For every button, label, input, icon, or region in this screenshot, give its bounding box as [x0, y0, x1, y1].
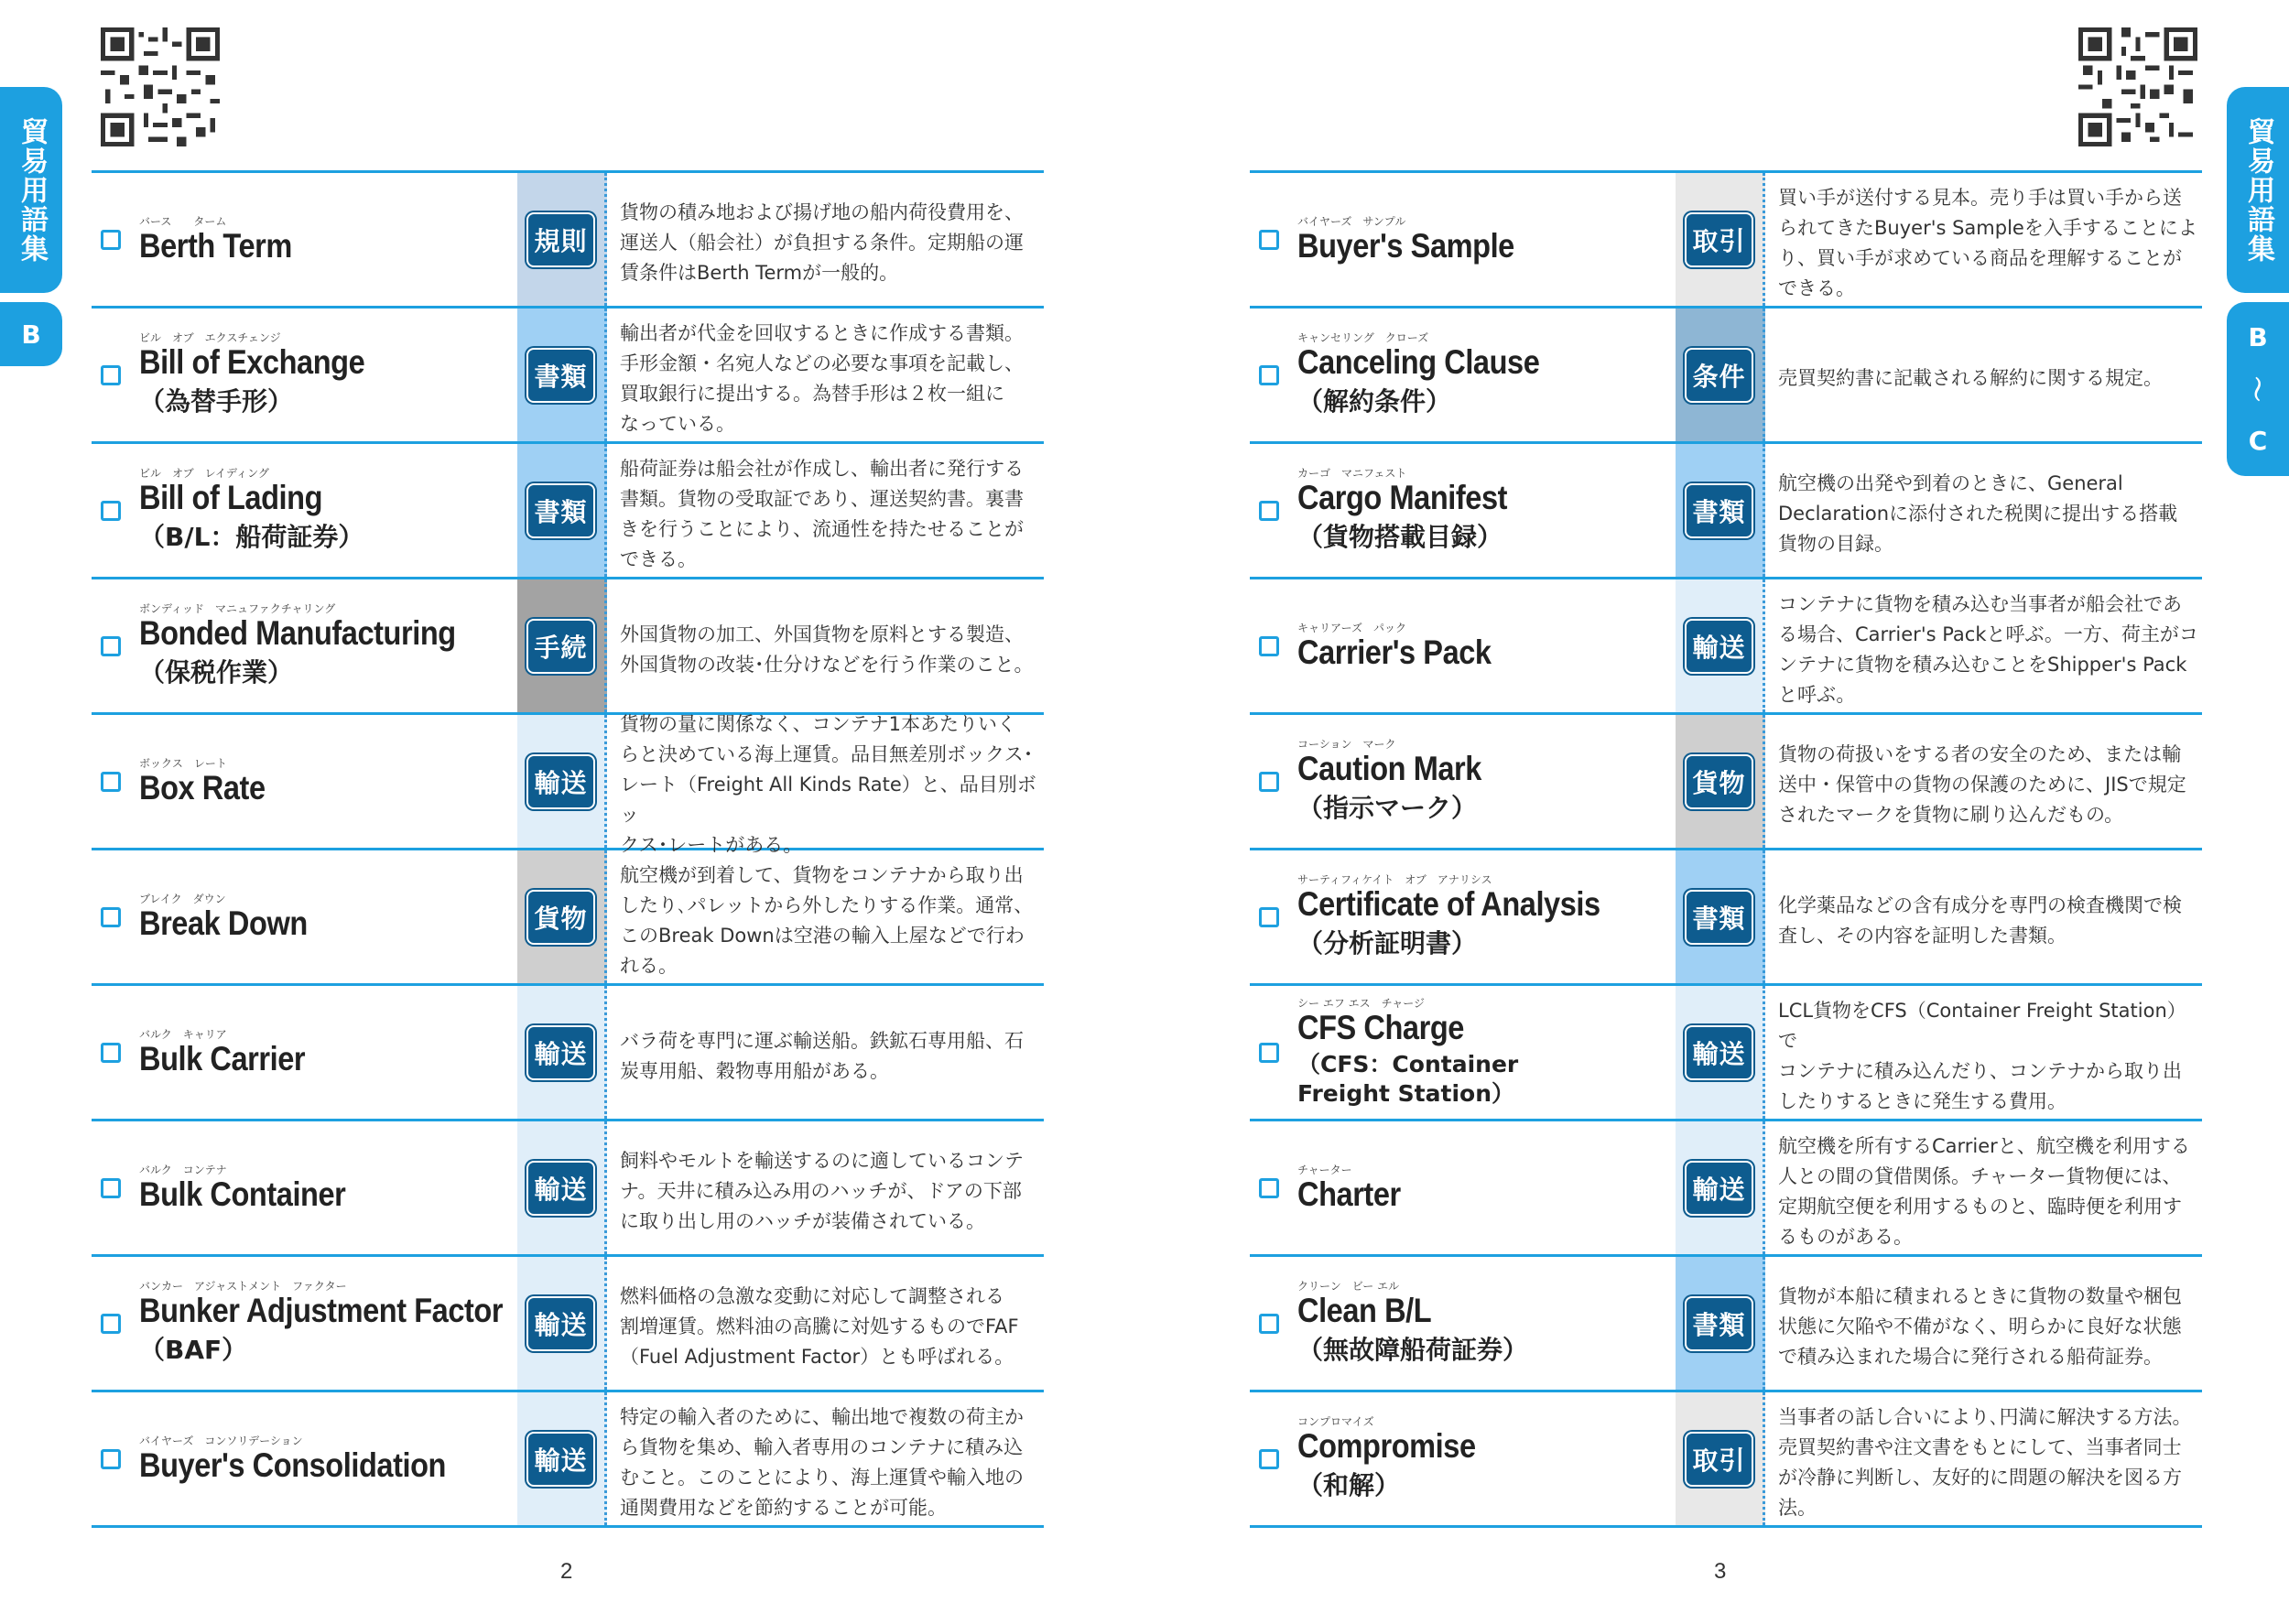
left-page — [0, 0, 1144, 1624]
category-badge: 輸送 — [526, 1296, 594, 1351]
category-badge: 書類 — [1685, 890, 1752, 945]
term-cell — [92, 986, 517, 1119]
glossary-row — [92, 1392, 1044, 1528]
term-reading: キャンセリング クローズ — [1297, 330, 1429, 344]
category-cell — [1676, 715, 1765, 848]
checkbox[interactable] — [101, 365, 121, 385]
description-line: 定期航空便を利用するものと、臨時便を利用す — [1778, 1195, 2182, 1218]
term-english: Buyer's Sample — [1297, 226, 1514, 265]
category-cell — [517, 986, 607, 1119]
description-line: が冷静に判断し、友好的に問題の解決を図る方 — [1778, 1466, 2182, 1489]
category-badge: 輸送 — [526, 754, 594, 809]
term-cell — [92, 579, 517, 712]
glossary-row — [1250, 986, 2202, 1121]
glossary-row — [92, 986, 1044, 1121]
description — [1765, 850, 2202, 983]
category-cell — [1676, 444, 1765, 577]
category-cell — [517, 444, 607, 577]
glossary-row — [92, 444, 1044, 579]
description-line: 貨物の量に関係なく、コンテナ1本あたりいく — [620, 713, 1016, 735]
description — [607, 173, 1044, 306]
description-line: 割増運賃。燃料油の高騰に対処するものでFAF — [620, 1315, 1019, 1337]
description-line: ンテナに貨物を積み込むことをShipper's Pack — [1778, 653, 2187, 676]
checkbox[interactable] — [101, 230, 121, 250]
term-cell — [1250, 715, 1676, 848]
description-line: 賃条件はBerth Termが一般的。 — [620, 262, 899, 284]
description-line: 通関費用などを節約することが可能。 — [620, 1496, 947, 1519]
glossary-row — [92, 1257, 1044, 1392]
term-cell — [1250, 986, 1676, 1119]
term-english: Caution Mark — [1297, 749, 1481, 787]
description-line: と呼ぶ。 — [1778, 683, 1856, 706]
term-cell — [1250, 1392, 1676, 1525]
glossary-row — [1250, 1121, 2202, 1257]
description-line: できる。 — [1778, 276, 1855, 299]
category-cell — [517, 850, 607, 983]
description-line: 貨物の積み地および揚げ地の船内荷役費用を、 — [620, 201, 1024, 223]
description-line: で積み込まれた場合に発行される船荷証券。 — [1778, 1346, 2163, 1368]
description-line: したり､パレットから外したりする作業。通常、 — [620, 893, 1034, 916]
term-reading: シー エフ エス チャージ — [1297, 996, 1426, 1010]
category-badge: 輸送 — [526, 1161, 594, 1216]
description-line: 運送人（船会社）が負担する条件。定期船の運 — [620, 232, 1024, 254]
letter-tab — [2227, 302, 2289, 476]
letter-tab-range: 〜 — [2240, 375, 2272, 403]
term-reading: サーティフィケイト オブ アナリシス — [1297, 872, 1492, 886]
term-cell — [92, 1121, 517, 1254]
term-english: Certificate of Analysis — [1297, 884, 1600, 923]
description-line: に取り出し用のハッチが装備されている。 — [620, 1210, 985, 1232]
category-cell — [1676, 309, 1765, 441]
term-reading: ボックス レート — [139, 756, 227, 770]
glossary-row — [92, 713, 1044, 856]
term-reading: バルク キャリア — [139, 1027, 227, 1041]
description — [1765, 579, 2202, 712]
description — [1765, 444, 2202, 577]
section-tab — [2227, 87, 2289, 293]
term-cell — [1250, 444, 1676, 577]
checkbox[interactable] — [1259, 230, 1279, 250]
term-english: Canceling Clause — [1297, 342, 1540, 381]
description — [607, 1121, 1044, 1254]
category-badge: 輸送 — [1685, 1161, 1752, 1216]
category-cell — [1676, 579, 1765, 712]
page-number: 3 — [1714, 1559, 1727, 1584]
term-english: CFS Charge — [1297, 1008, 1464, 1046]
description-line: コンテナに積み込んだり、コンテナから取り出 — [1778, 1059, 2182, 1082]
description-line: 燃料価格の急激な変動に対応して調整される — [620, 1285, 1004, 1307]
glossary-table — [1250, 170, 2202, 1528]
term-reading: バルク コンテナ — [139, 1163, 227, 1176]
term-reading: コーション マーク — [1297, 737, 1396, 751]
category-cell — [517, 1392, 607, 1525]
category-badge: 貨物 — [1685, 754, 1752, 809]
term-cell — [1250, 309, 1676, 441]
description-line: 外国貨物の加工、外国貨物を原料とする製造、 — [620, 623, 1024, 645]
category-badge: 条件 — [1685, 348, 1752, 403]
description — [607, 444, 1044, 577]
checkbox[interactable] — [1259, 1178, 1279, 1198]
description-line: 売買契約書や注文書をもとにして、当事者同士 — [1778, 1435, 2182, 1458]
description-line: なっている。 — [620, 412, 735, 435]
term-english: Bulk Container — [139, 1175, 346, 1213]
glossary-row — [92, 1121, 1044, 1257]
glossary-row — [1250, 444, 2202, 579]
description-line: 状態に欠陥や不備がなく、明らかに良好な状態 — [1778, 1315, 2182, 1337]
description — [1765, 173, 2202, 306]
description — [607, 579, 1044, 712]
checkbox[interactable] — [1259, 1043, 1279, 1063]
category-badge: 規則 — [526, 212, 594, 267]
description-line: したりするときに発生する費用。 — [1778, 1089, 2067, 1112]
term-cell — [92, 444, 517, 577]
term-english: Compromise — [1297, 1426, 1476, 1465]
term-english: Clean B/L — [1297, 1291, 1432, 1329]
term-english: Bill of Lading — [139, 478, 323, 516]
term-japanese: （B/L：船荷証券） — [139, 521, 364, 552]
category-cell — [1676, 1392, 1765, 1525]
letter-tab-label: B — [21, 319, 41, 350]
term-reading: ボンディッド マニュファクチャリング — [139, 601, 336, 615]
term-reading: ビル オブ レイディング — [139, 466, 269, 480]
checkbox[interactable] — [101, 907, 121, 927]
description-line: 人との間の貸借関係。チャーター貨物便には、 — [1778, 1164, 2182, 1187]
description-line: れる。 — [620, 954, 678, 977]
term-english: Bulk Carrier — [139, 1039, 306, 1077]
term-english: Carrier's Pack — [1297, 633, 1492, 671]
description — [1765, 1392, 2202, 1525]
description-line: コンテナに貨物を積み込む当事者が船会社であ — [1778, 592, 2182, 615]
term-reading: カーゴ マニフェスト — [1297, 466, 1407, 480]
qr-code-icon — [101, 27, 220, 146]
description-line: クス･レートがある。 — [620, 834, 803, 856]
category-badge: 取引 — [1685, 1432, 1752, 1487]
term-japanese: （無故障船荷証券） — [1297, 1334, 1529, 1365]
term-english: Berth Term — [139, 226, 292, 265]
description-line: らと決めている海上運賃。品目無差別ボックス･ — [620, 743, 1034, 765]
term-cell — [92, 715, 517, 848]
description — [607, 713, 1044, 856]
checkbox[interactable] — [1259, 636, 1279, 656]
description-line: 船荷証券は船会社が作成し、輸出者に発行する — [620, 457, 1024, 480]
description — [607, 986, 1044, 1119]
glossary-row — [1250, 715, 2202, 850]
category-cell — [1676, 1121, 1765, 1254]
checkbox[interactable] — [101, 501, 121, 521]
description — [607, 309, 1044, 441]
description-line: る場合、Carrier's Packと呼ぶ。一方、荷主がコ — [1778, 623, 2198, 645]
description-line: 送中・保管中の貨物の保護のために、JISで規定 — [1778, 774, 2186, 796]
glossary-row — [1250, 309, 2202, 444]
description-line: バラ荷を専門に運ぶ輸送船。鉄鉱石専用船、石 — [620, 1029, 1024, 1052]
term-cell — [92, 850, 517, 983]
term-japanese: （指示マーク） — [1297, 792, 1478, 823]
description — [1765, 715, 2202, 848]
description — [1765, 1257, 2202, 1390]
term-japanese: （保税作業） — [139, 656, 294, 687]
right-page — [1144, 0, 2289, 1624]
section-tab — [0, 87, 62, 293]
description-line: 当事者の話し合いにより､円満に解決する方法。 — [1778, 1405, 2192, 1428]
description-line: るものがある。 — [1778, 1225, 1913, 1248]
term-reading: コンプロマイズ — [1297, 1414, 1374, 1428]
term-reading: バース ターム — [139, 214, 227, 228]
description-line: 化学薬品などの含有成分を専門の検査機関で検 — [1778, 893, 2182, 916]
term-english: Box Rate — [139, 768, 266, 807]
description-line: 買取銀行に提出する。為替手形は２枚一組に — [620, 382, 1004, 405]
glossary-row — [1250, 850, 2202, 986]
description-line: LCL貨物をCFS（Container Freight Station）で — [1778, 999, 2186, 1052]
description-line: 炭専用船、穀物専用船がある。 — [620, 1059, 889, 1082]
description-line: 法。 — [1778, 1496, 1817, 1519]
term-reading: バイヤーズ コンソリデーション — [139, 1434, 303, 1447]
term-japanese: （解約条件） — [1297, 385, 1452, 417]
checkbox[interactable] — [101, 1449, 121, 1469]
category-badge: 取引 — [1685, 212, 1752, 267]
term-cell — [1250, 579, 1676, 712]
description-line: 航空機の出発や到着のときに、General — [1778, 472, 2123, 494]
description-line: 航空機を所有するCarrierと、航空機を利用する — [1778, 1134, 2190, 1157]
section-tab-label: 貿易用語集 — [2242, 116, 2274, 264]
category-badge: 輸送 — [1685, 1025, 1752, 1080]
term-english: Bill of Exchange — [139, 342, 365, 381]
description-line: 航空機が到着して、貨物をコンテナから取り出 — [620, 863, 1024, 886]
category-badge: 書類 — [1685, 483, 1752, 538]
term-cell — [1250, 173, 1676, 306]
letter-tab-label: B — [2248, 322, 2268, 352]
description-line: ら貨物を集め、輸入者専用のコンテナに積み込 — [620, 1435, 1024, 1458]
category-badge: 手続 — [526, 619, 594, 674]
description-line: レート（Freight All Kinds Rate）と、品目別ボッ — [620, 774, 1036, 826]
description-line: されたマークを貨物に刷り込んだもの。 — [1778, 804, 2124, 826]
description-line: 査し、その内容を証明した書類。 — [1778, 924, 2067, 947]
glossary-row — [92, 309, 1044, 444]
term-english: Buyer's Consolidation — [139, 1445, 447, 1484]
glossary-row — [92, 579, 1044, 715]
description — [607, 850, 1044, 983]
glossary-row — [92, 850, 1044, 986]
category-badge: 書類 — [526, 483, 594, 538]
term-reading: クリーン ビー エル — [1297, 1279, 1400, 1293]
description-line: られてきたBuyer's Sampleを入手することによ — [1778, 216, 2197, 239]
term-cell — [92, 1392, 517, 1525]
category-cell — [1676, 986, 1765, 1119]
glossary-row — [1250, 173, 2202, 309]
term-reading: ビル オブ エクスチェンジ — [139, 330, 281, 344]
description-line: 手形金額・名宛人などの必要な事項を記載し、 — [620, 352, 1024, 374]
description-line: 売買契約書に記載される解約に関する規定。 — [1778, 367, 2163, 389]
letter-tab-label: C — [2248, 426, 2268, 456]
term-japanese: （CFS：Container Freight Station） — [1297, 1050, 1519, 1107]
category-cell — [517, 309, 607, 441]
description — [607, 1257, 1044, 1390]
checkbox[interactable] — [1259, 1314, 1279, 1334]
checkbox[interactable] — [1259, 772, 1279, 792]
glossary-row — [1250, 579, 2202, 715]
glossary-table — [92, 170, 1044, 1528]
checkbox[interactable] — [1259, 365, 1279, 385]
description-line: 買い手が送付する見本。売り手は買い手から送 — [1778, 186, 2182, 209]
description-line: り、買い手が求めている商品を理解することが — [1778, 246, 2182, 269]
term-english: Cargo Manifest — [1297, 478, 1508, 516]
description-line: できる。 — [620, 547, 697, 570]
checkbox[interactable] — [101, 772, 121, 792]
glossary-row — [1250, 1392, 2202, 1528]
category-cell — [1676, 173, 1765, 306]
glossary-row — [92, 173, 1044, 309]
description — [1765, 986, 2202, 1119]
category-cell — [1676, 850, 1765, 983]
checkbox[interactable] — [101, 636, 121, 656]
category-cell — [517, 579, 607, 712]
term-cell — [1250, 1257, 1676, 1390]
description-line: 貨物が本船に積まれるときに貨物の数量や梱包 — [1778, 1285, 2182, 1307]
description-line: 貨物の目録。 — [1778, 533, 1893, 555]
description-line: むこと。このことにより、海上運賃や輸入地の — [620, 1466, 1024, 1489]
category-cell — [517, 173, 607, 306]
section-tab-label: 貿易用語集 — [16, 116, 48, 264]
description-line: 書類。貨物の受取証であり、運送契約書。裏書 — [620, 487, 1024, 510]
checkbox[interactable] — [101, 1314, 121, 1334]
term-japanese: （和解） — [1297, 1469, 1401, 1500]
description-line: 輸出者が代金を回収するときに作成する書類。 — [620, 321, 1024, 344]
term-cell — [92, 173, 517, 306]
term-cell — [92, 309, 517, 441]
term-cell — [1250, 850, 1676, 983]
term-reading: ブレイク ダウン — [139, 892, 226, 905]
description — [607, 1392, 1044, 1525]
checkbox[interactable] — [1259, 1449, 1279, 1469]
description-line: 特定の輸入者のために、輸出地で複数の荷主か — [620, 1405, 1024, 1428]
description-line: ナ。天井に積み込み用のハッチが、ドアの下部 — [620, 1180, 1022, 1202]
term-english: Charter — [1297, 1175, 1401, 1213]
description — [1765, 309, 2202, 441]
description-line: きを行うことにより、流通性を持たせることが — [620, 517, 1024, 540]
term-reading: チャーター — [1297, 1163, 1352, 1176]
checkbox[interactable] — [101, 1178, 121, 1198]
term-reading: バンカー アジャストメント ファクター — [139, 1279, 347, 1293]
page-number: 2 — [560, 1559, 573, 1584]
description-line: 貨物の荷扱いをする者の安全のため、または輸 — [1778, 743, 2182, 765]
term-cell — [1250, 1121, 1676, 1254]
category-cell — [517, 1121, 607, 1254]
description-line: 外国貨物の改装･仕分けなどを行う作業のこと。 — [620, 653, 1034, 676]
category-badge: 書類 — [1685, 1296, 1752, 1351]
category-cell — [517, 715, 607, 848]
term-japanese: （分析証明書） — [1297, 927, 1478, 958]
letter-tab — [0, 302, 62, 366]
term-cell — [92, 1257, 517, 1390]
description-line: 飼料やモルトを輸送するのに適しているコンテ — [620, 1150, 1024, 1172]
term-reading: バイヤーズ サンプル — [1297, 214, 1406, 228]
checkbox[interactable] — [1259, 501, 1279, 521]
term-japanese: （BAF） — [139, 1334, 248, 1365]
description-line: Declarationに添付された税関に提出する搭載 — [1778, 503, 2178, 525]
term-japanese: （貨物搭載目録） — [1297, 521, 1503, 552]
term-reading: キャリアーズ パック — [1297, 621, 1407, 634]
category-badge: 輸送 — [1685, 619, 1752, 674]
term-english: Bonded Manufacturing — [139, 613, 456, 652]
term-japanese: （為替手形） — [139, 385, 294, 417]
term-english: Bunker Adjustment Factor — [139, 1291, 504, 1329]
category-cell — [1676, 1257, 1765, 1390]
glossary-row — [1250, 1257, 2202, 1392]
description — [1765, 1121, 2202, 1254]
category-badge: 貨物 — [526, 890, 594, 945]
term-english: Break Down — [139, 904, 308, 942]
checkbox[interactable] — [101, 1043, 121, 1063]
category-badge: 書類 — [526, 348, 594, 403]
category-badge: 輸送 — [526, 1025, 594, 1080]
category-badge: 輸送 — [526, 1432, 594, 1487]
description-line: このBreak Downは空港の輸入上屋などで行わ — [620, 924, 1025, 947]
checkbox[interactable] — [1259, 907, 1279, 927]
description-line: （Fuel Adjustment Factor）とも呼ばれる。 — [620, 1346, 1014, 1368]
qr-code-icon — [2078, 27, 2197, 146]
